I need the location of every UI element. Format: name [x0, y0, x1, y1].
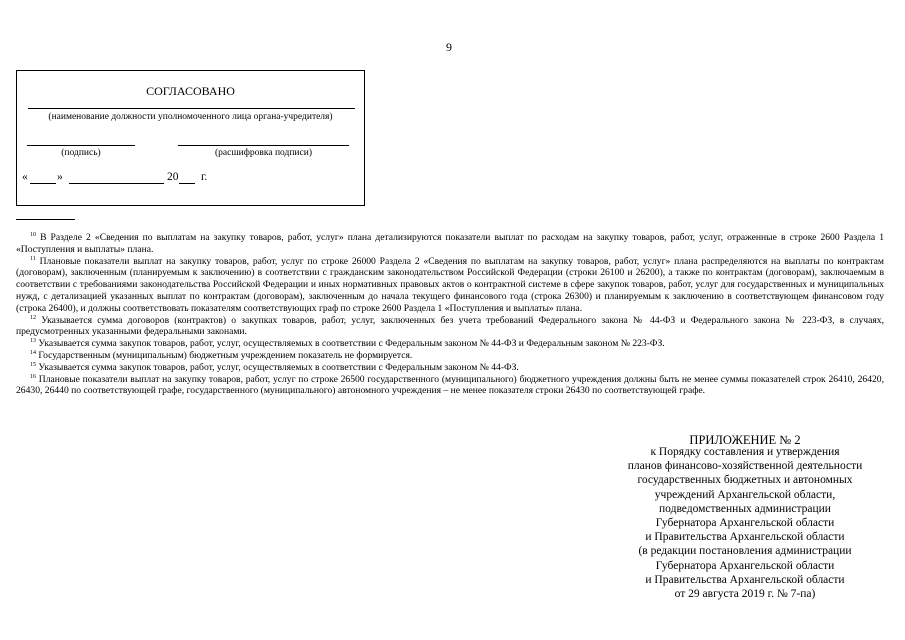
appendix-line: к Порядку составления и утверждения	[650, 446, 840, 458]
date-year-line	[179, 183, 195, 184]
appendix-body	[580, 445, 905, 601]
approval-stamp-box	[16, 70, 365, 206]
footnote-14: $^{14}$ Государственным (муниципальным) бюджетным учреждением показатель не формируется.	[30, 349, 413, 361]
appendix-title: ПРИЛОЖЕНИЕ № 2	[689, 433, 801, 447]
year-prefix: 20	[167, 171, 179, 183]
appendix-line: планов финансово-хозяйственной деятельности	[627, 460, 863, 473]
footnote-12: $^{12}$ Указывается сумма договоров (контрактов) о закупках товаров, работ, услуг, заключенных без учета требований Федерального закона № 44-ФЗ и Федерального закона № 223-ФЗ, в случаях, предусмотренных указанными федеральными законами.	[16, 314, 884, 338]
footnote-10: $^{10}$ В Разделе 2 «Сведения по выплатам на закупку товаров, работ, услуг» плана детализируются показатели выплат по расходам на закупку товаров, работ, услуг, отраженные в строке 2600 Раздела 1 «Поступления и выплаты» плана.	[16, 232, 884, 255]
appendix-line: Губернатора Архангельской области	[655, 517, 835, 530]
signature-line	[27, 145, 135, 146]
page-number: 9	[446, 40, 452, 54]
footnote-16: $^{16}$ Плановые показатели выплат на закупку товаров, работ, услуг по строке 26500 государственного (муниципального) бюджетного учреждения должны быть не менее суммы показателей строк 26410, 26420, 26430, 26440 по соответствующей графе, государственного (муниципального) автономного учреждения – не менее показателя строки 26430 по соответствующей графе.	[16, 373, 884, 397]
footnote-separator	[16, 219, 75, 220]
appendix-line: от 29 августа 2019 г. № 7-па)	[674, 588, 816, 601]
decryption-line	[178, 145, 349, 146]
appendix-line: государственных бюджетных и автономных	[637, 474, 853, 487]
appendix-line: (в редакции постановления администрации	[638, 545, 852, 558]
appendix-line: и Правительства Архангельской области	[645, 531, 845, 544]
appendix-line: подведомственных администрации	[659, 502, 831, 515]
date-open-quote: «	[22, 171, 28, 183]
decryption-caption: (расшифровка подписи)	[215, 148, 312, 158]
date-day-line	[30, 183, 56, 184]
appendix-line: учреждений Архангельской области,	[654, 488, 836, 501]
approval-title: СОГЛАСОВАНО	[146, 84, 235, 98]
year-suffix: г.	[201, 171, 208, 183]
date-month-line	[69, 183, 164, 184]
footnote-13: $^{13}$ Указывается сумма закупок товаров, работ, услуг, осуществляемых в соответствии с Федеральным законом № 44-ФЗ и Федеральным законом № 223-ФЗ.	[30, 338, 665, 350]
position-line	[28, 108, 355, 109]
footnote-11: $^{11}$ Плановые показатели выплат на закупку товаров, работ, услуг по строке 26000 Раздела 2 «Сведения по выплатам на закупку товаров, работ, услуг» плана распределяются на выплаты по контрактам (договорам), заключенным (планируемым к заключению) в соответствии с гражданским законодательством Российской Федерации (строки 26100 и 26200), а также по контрактам (договорам), заключаемым в соответствии с требованиями законодательства Российской Федерации и иных нормативных правовых актов о контрактной системе в сфере закупок товаров, работ, услуг для государственных и муниципальных нужд, с детализацией указанных выплат по контрактам (договорам), заключенным до начала текущего финансового года (строка 26300) и планируемым к заключению в соответствующем финансовом году (строка 26400), и должны соответствовать показателям соответствующих граф по строке 2600 Раздела 1 «Поступления и выплаты» плана.	[16, 255, 884, 314]
position-caption: (наименование должности уполномоченного лица органа-учредителя)	[48, 112, 333, 122]
date-close-quote: »	[57, 171, 63, 183]
appendix-line: Губернатора Архангельской области	[655, 559, 835, 572]
footnote-15: $^{15}$ Указывается сумма закупок товаров, работ, услуг, осуществляемых в соответствии с Федеральным законом № 44-ФЗ.	[30, 361, 519, 373]
signature-caption: (подпись)	[61, 148, 101, 158]
appendix-line: и Правительства Архангельской области	[645, 573, 845, 586]
footnotes	[16, 232, 884, 397]
